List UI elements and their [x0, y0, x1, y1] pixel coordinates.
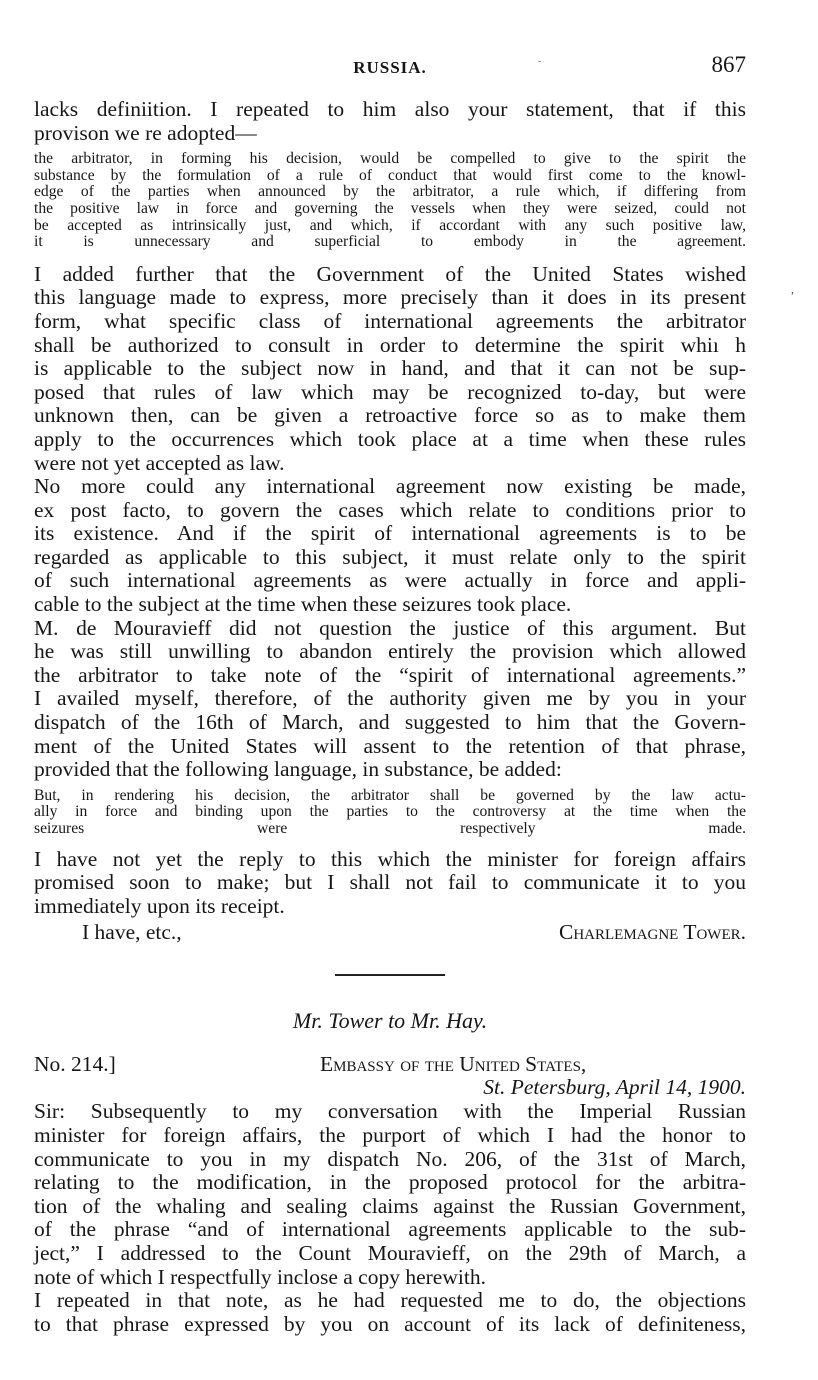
- document-page: [34, 0, 746, 1336]
- text-line: note of which I respectfully inclose a copy herewith.: [34, 1264, 486, 1289]
- quote-line: be accepted as intrinsically just, and which, if accordant with any such positive law,: [34, 216, 746, 234]
- paragraph-mouravieff: [34, 617, 746, 688]
- quote-line: seizures were respectively made.: [34, 820, 746, 837]
- paragraph-no-more: [34, 475, 746, 617]
- paragraph-sir: [34, 1100, 746, 1289]
- quote-line: the positive law in force and governing the vessels when they were seized, could not: [34, 199, 746, 217]
- text-line: immediately upon its receipt.: [34, 893, 285, 918]
- text-line: cable to the subject at the time when these seizures took place.: [34, 592, 572, 617]
- text-line: communicate to you in my dispatch No. 206, of the 31st of March,: [34, 1146, 746, 1171]
- text-line: I repeated in that note, as he had requested me to do, the objections: [34, 1288, 746, 1313]
- dispatch-number: No. 214.]: [34, 1052, 116, 1077]
- paragraph-added-further: [34, 263, 746, 475]
- paragraph-reply: [34, 848, 746, 919]
- text-line: ex post facto, to govern the cases which relate to conditions prior to: [34, 497, 746, 522]
- text-line: tion of the whaling and sealing claims against the Russian Government,: [34, 1193, 746, 1218]
- block-quote-arbitrator: [34, 151, 746, 251]
- text-line: is applicable to the subject now in hand, and that it can not be sup-: [34, 356, 746, 381]
- dateline: [34, 1052, 746, 1100]
- text-line: shall be authorized to consult in order to determine the spirit whiı h: [34, 332, 746, 357]
- text-line: regarded as applicable to this subject, it must relate only to the spirit: [34, 544, 746, 569]
- text-line: posed that rules of law which may be recognized to-day, but were: [34, 379, 746, 404]
- text-line: I have not yet the reply to this which the minister for foreign affairs: [34, 846, 746, 871]
- letter-title: Mr. Tower to Mr. Hay.: [292, 1008, 488, 1034]
- page-header: [34, 0, 746, 80]
- paragraph-availed: [34, 687, 746, 781]
- text-line: he was still unwilling to abandon entirely the provision which allowed: [34, 639, 746, 664]
- quote-line: But, in rendering his decision, the arbitrator shall be governed by the law actu-: [34, 786, 746, 804]
- signature: Charlemagne Tower.: [559, 920, 746, 945]
- quote-line: edge of the parties when announced by the arbitrator, a rule which, if differing from: [34, 183, 746, 201]
- text-line: M. de Mouravieff did not question the justice of this argument. But: [34, 615, 746, 640]
- text-line: were not yet accepted as law.: [34, 450, 285, 475]
- paragraph-repeated: [34, 1289, 746, 1336]
- text-line: its existence. And if the spirit of international agreements is to be: [34, 521, 746, 546]
- text-line: provided that the following language, in substance, be added:: [34, 757, 562, 782]
- text-line: dispatch of the 16th of March, and suggested to him that the Govern-: [34, 710, 746, 735]
- quote-line: ally in force and binding upon the parties to the controversy at the time when the: [34, 803, 746, 821]
- embassy-heading: Embassy of the United States,: [320, 1052, 587, 1077]
- text-line: ject,” I addressed to the Count Mouravieff, on the 29th of March, a: [34, 1240, 746, 1265]
- text-line: the arbitrator to take note of the “spirit of international agreements.”: [34, 662, 746, 687]
- text-line: promised soon to make; but I shall not fail to communicate it to you: [34, 870, 746, 895]
- print-speck: -: [538, 56, 542, 67]
- text-line: of the phrase “and of international agreements applicable to the sub-: [34, 1217, 746, 1242]
- text-line: unknown then, can be given a retroactive force so as to make them: [34, 403, 746, 428]
- quote-line: it is unnecessary and superficial to embody in the agreement.: [34, 233, 746, 251]
- text-line: relating to the modification, in the proposed protocol for the arbitra-: [34, 1170, 746, 1195]
- page-number: 867: [711, 52, 746, 77]
- text-line: lacks definiition. I repeated to him also your statement, that if this: [34, 97, 746, 121]
- text-line: apply to the occurrences which took place at a time when these rules: [34, 426, 746, 451]
- place-date: St. Petersburg, April 14, 1900.: [483, 1075, 746, 1100]
- text-line: ment of the United States will assent to the retention of that phrase,: [34, 733, 746, 758]
- text-line: I added further that the Government of the United States wished: [34, 261, 746, 286]
- text-line: No more could any international agreement now existing be made,: [34, 474, 746, 499]
- text-line: provison we re adopted—: [34, 120, 257, 145]
- text-line: this language made to express, more precisely than it does in its present: [34, 285, 746, 310]
- signoff: [34, 918, 746, 944]
- quote-line: substance by the formulation of a rule of conduct that would first come to the knowl-: [34, 166, 746, 184]
- closing: I have, etc.,: [82, 920, 182, 945]
- text-line: I availed myself, therefore, of the authority given me by you in your: [34, 686, 746, 711]
- running-head: RUSSIA.: [353, 58, 427, 77]
- text-line: form, what specific class of international agreements the arbitrator: [34, 308, 746, 333]
- quote-line: the arbitrator, in forming his decision, would be compelled to give to the spirit the: [34, 150, 746, 168]
- block-quote-rendering: [34, 788, 746, 838]
- text-line: of such international agreements as were actually in force and appli-: [34, 568, 746, 593]
- paragraph-top: [34, 98, 746, 145]
- text-line: to that phrase expressed by you on account of its lack of definiteness,: [34, 1311, 746, 1336]
- margin-mark: ,: [791, 282, 794, 296]
- text-line: minister for foreign affairs, the purport of which I had the honor to: [34, 1122, 746, 1147]
- text-line: Sir: Subsequently to my conversation with the Imperial Russian: [34, 1099, 746, 1124]
